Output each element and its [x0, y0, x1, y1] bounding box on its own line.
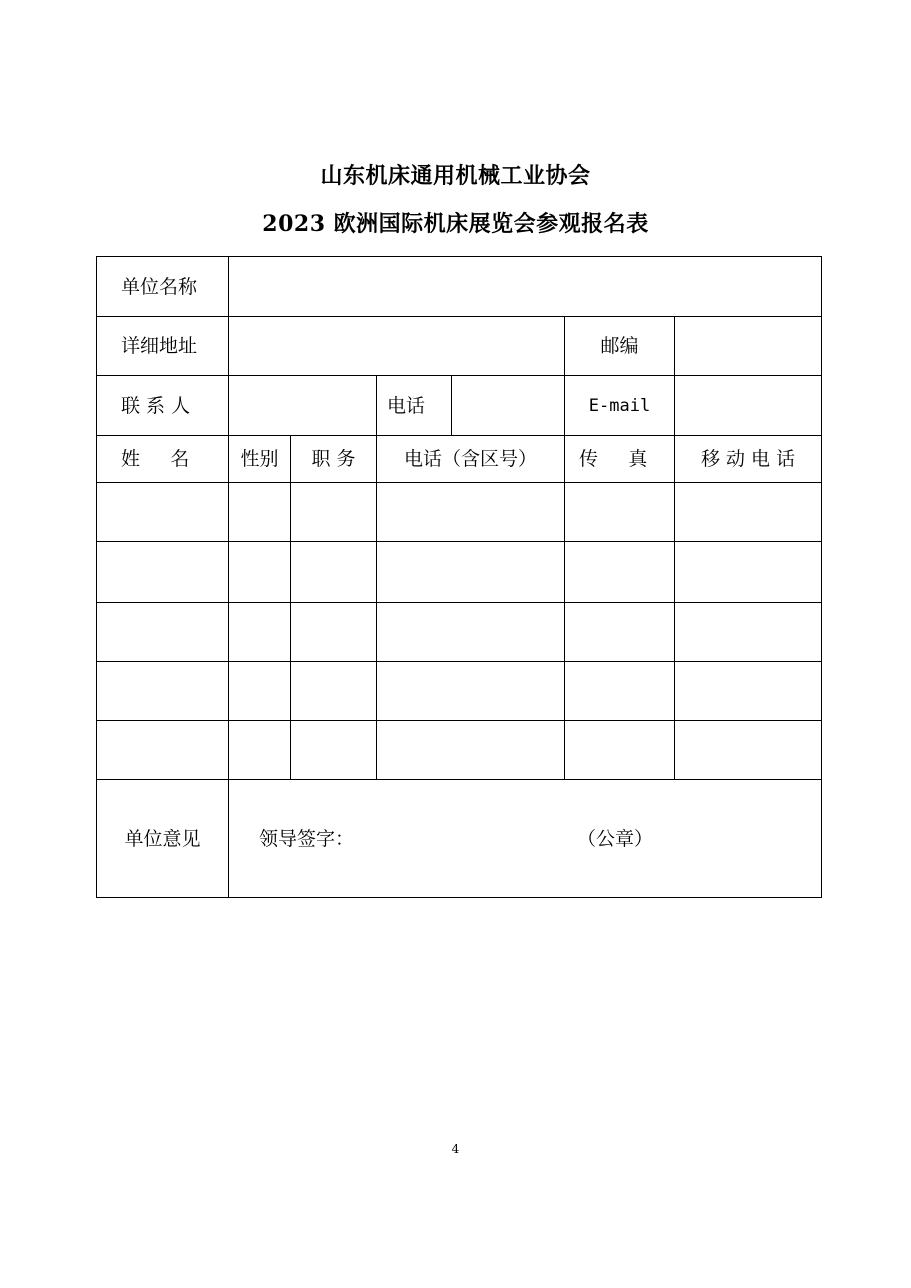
leader-signature-label: 领导签字：: [259, 827, 355, 850]
participant-phone-cell[interactable]: [377, 721, 565, 780]
unit-name-field[interactable]: [229, 257, 822, 317]
participant-row: [97, 542, 822, 603]
opinion-label: 单位意见: [97, 780, 229, 898]
address-field[interactable]: [229, 317, 565, 376]
participant-position-cell[interactable]: [291, 662, 377, 721]
column-header-phone: 电话（含区号）: [377, 436, 565, 483]
participant-mobile-cell[interactable]: [675, 603, 822, 662]
contact-row: [97, 376, 822, 436]
contact-field[interactable]: [229, 376, 377, 436]
participant-name-cell[interactable]: [97, 483, 229, 542]
phone-field[interactable]: [452, 376, 565, 436]
unit-name-label: 单位名称: [97, 257, 229, 317]
participant-name-cell[interactable]: [97, 721, 229, 780]
participant-gender-cell[interactable]: [229, 483, 291, 542]
participant-row: [97, 483, 822, 542]
participant-mobile-cell[interactable]: [675, 721, 822, 780]
email-field[interactable]: [675, 376, 822, 436]
form-subtitle: 2023 欧洲国际机床展览会参观报名表: [262, 211, 649, 237]
participant-fax-cell[interactable]: [565, 662, 675, 721]
opinion-field[interactable]: [229, 780, 822, 898]
participant-position-cell[interactable]: [291, 483, 377, 542]
participant-position-cell[interactable]: [291, 542, 377, 603]
address-label: 详细地址: [97, 317, 229, 376]
participant-mobile-cell[interactable]: [675, 662, 822, 721]
participant-mobile-cell[interactable]: [675, 542, 822, 603]
participant-gender-cell[interactable]: [229, 662, 291, 721]
participant-phone-cell[interactable]: [377, 662, 565, 721]
contact-label: 联 系 人: [97, 376, 229, 436]
seal-label: （公章）: [577, 827, 654, 850]
participant-gender-cell[interactable]: [229, 542, 291, 603]
participant-phone-cell[interactable]: [377, 483, 565, 542]
form-title: 山东机床通用机械工业协会: [320, 163, 591, 189]
phone-label: 电话: [377, 376, 452, 436]
participant-name-cell[interactable]: [97, 662, 229, 721]
participant-row: [97, 721, 822, 780]
email-label: E-mail: [565, 376, 675, 436]
participant-gender-cell[interactable]: [229, 721, 291, 780]
postcode-label: 邮编: [565, 317, 675, 376]
column-header-mobile: 移 动 电 话: [675, 436, 822, 483]
participant-phone-cell[interactable]: [377, 542, 565, 603]
registration-form-table: [96, 256, 822, 898]
participant-row: [97, 662, 822, 721]
participant-position-cell[interactable]: [291, 721, 377, 780]
participant-fax-cell[interactable]: [565, 542, 675, 603]
participant-fax-cell[interactable]: [565, 721, 675, 780]
participant-fax-cell[interactable]: [565, 483, 675, 542]
participants-header-row: [97, 436, 822, 483]
column-header-name: 姓 名: [97, 436, 229, 483]
participant-fax-cell[interactable]: [565, 603, 675, 662]
participant-name-cell[interactable]: [97, 603, 229, 662]
opinion-row: [97, 780, 822, 898]
participant-gender-cell[interactable]: [229, 603, 291, 662]
participant-mobile-cell[interactable]: [675, 483, 822, 542]
column-header-position: 职 务: [291, 436, 377, 483]
unit-name-row: [97, 257, 822, 317]
column-header-gender: 性别: [229, 436, 291, 483]
participant-phone-cell[interactable]: [377, 603, 565, 662]
participant-name-cell[interactable]: [97, 542, 229, 603]
postcode-field[interactable]: [675, 317, 822, 376]
address-row: [97, 317, 822, 376]
participant-row: [97, 603, 822, 662]
participant-position-cell[interactable]: [291, 603, 377, 662]
column-header-fax: 传 真: [565, 436, 675, 483]
page-number: 4: [451, 1142, 460, 1156]
